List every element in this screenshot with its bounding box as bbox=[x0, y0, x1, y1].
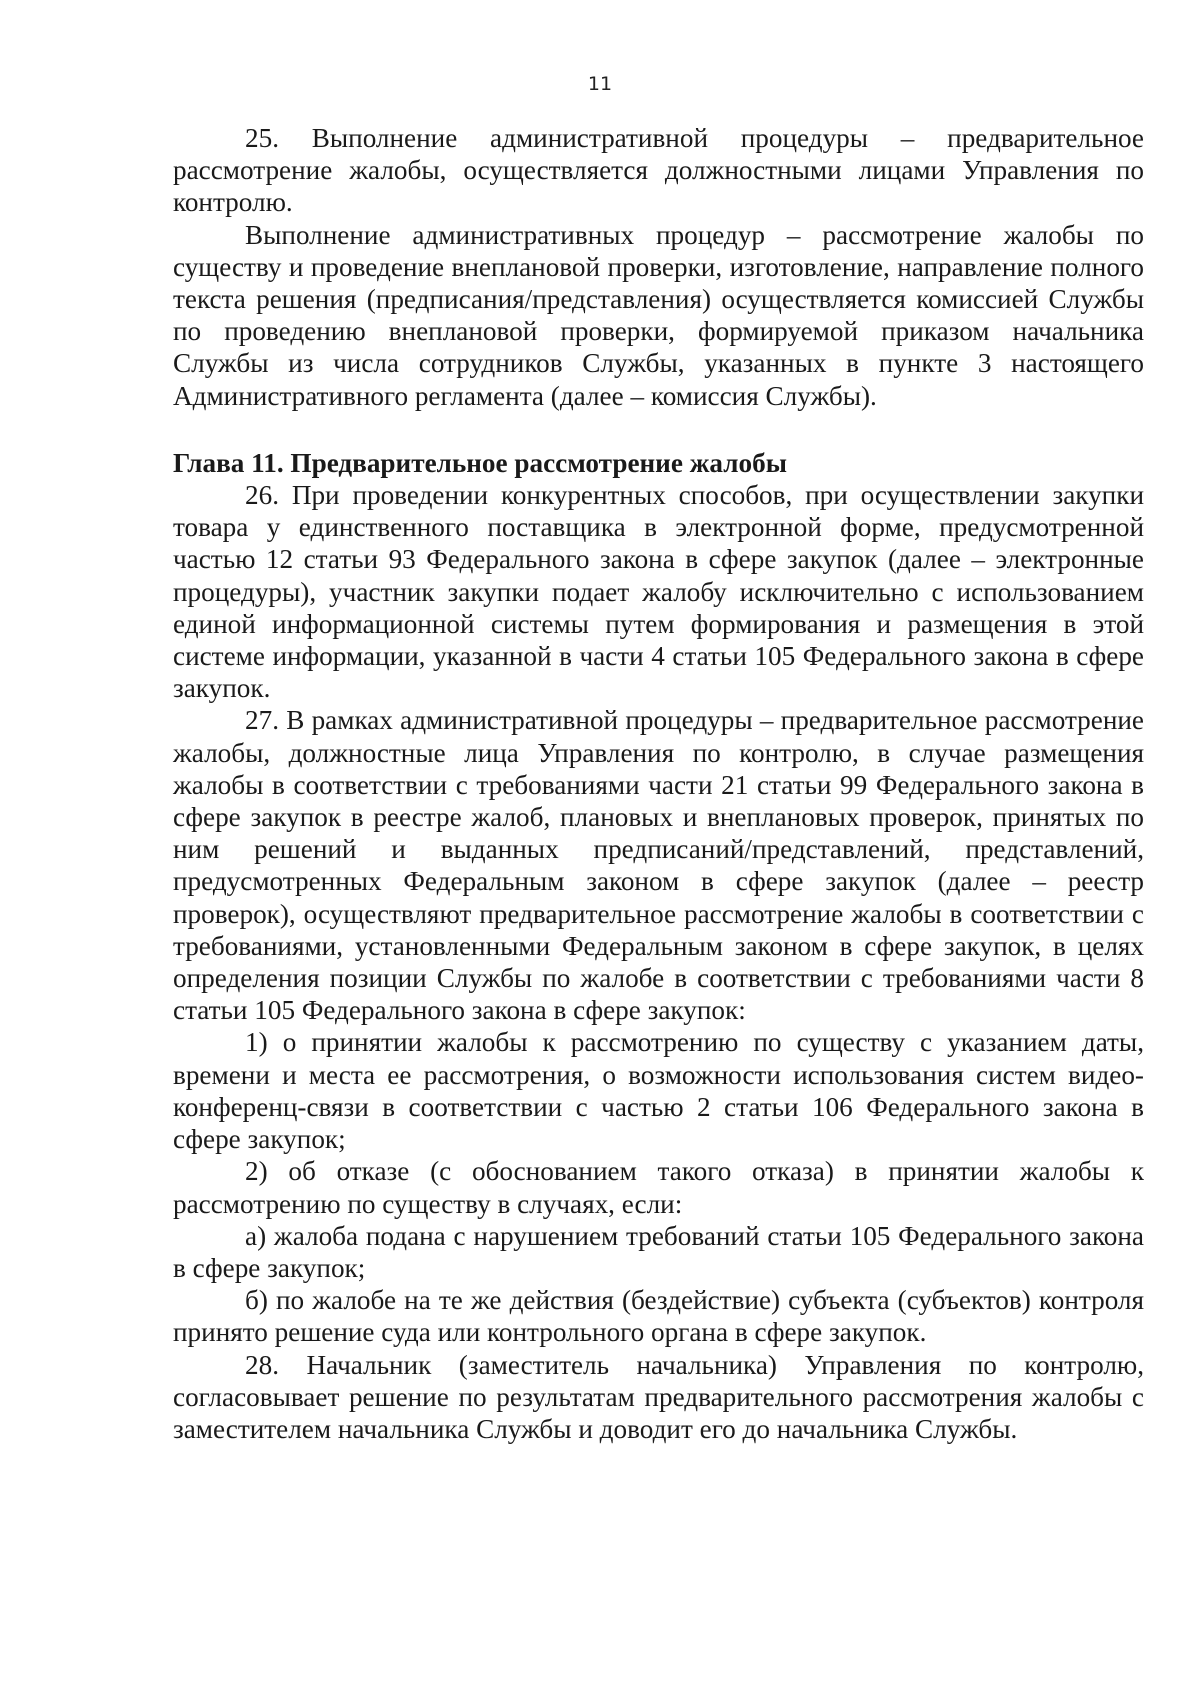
paragraph-26: 26. При проведении конкурентных способов, при осуществлении закупки товара у единственного поставщика в электронной форме, предусмотренной частью 12 статьи 93 Федерального закона в сфере закупок (далее – электронные процедуры), участник закупки подает жалобу исключительно с использованием единой информационной системы путем формирования и размещения в этой системе информации, указанной в части 4 статьи 105 Федерального закона в сфере закупок. bbox=[173, 480, 1144, 704]
paragraph-27-item-2b: б) по жалобе на те же действия (бездействие) субъекта (субъектов) контроля принято решение суда или контрольного органа в сфере закупок. bbox=[173, 1285, 1144, 1348]
paragraph-27-item-1: 1) о принятии жалобы к рассмотрению по существу с указанием даты, времени и места ее рассмотрения, о возможности использования систем видео-конференц-связи в соответствии с частью 2 статьи 106 Федерального закона в сфере закупок; bbox=[173, 1027, 1144, 1155]
paragraph-25: 25. Выполнение административной процедуры – предварительное рассмотрение жалобы, осуществляется должностными лицами Управления по контролю. bbox=[173, 123, 1144, 218]
page-number: 11 bbox=[587, 73, 613, 95]
chapter-heading: Глава 11. Предварительное рассмотрение жалобы bbox=[173, 447, 787, 478]
paragraph-27-item-2a: а) жалоба подана с нарушением требований статьи 105 Федерального закона в сфере закупок; bbox=[173, 1220, 1144, 1283]
paragraph-28: 28. Начальник (заместитель начальника) Управления по контролю, согласовывает решение по результатам предварительного рассмотрения жалобы с заместителем начальника Службы и доводит его до начальника Службы. bbox=[173, 1349, 1144, 1444]
paragraph-25-continued: Выполнение административных процедур – рассмотрение жалобы по существу и проведение внеплановой проверки, изготовление, направление полного текста решения (предписания/представления) осуществляется комиссией Службы по проведению внеплановой проверки, формируемой приказом начальника Службы из числа сотрудников Службы, указанных в пункте 3 настоящего Административного регламента (далее – комиссия Службы). bbox=[173, 219, 1144, 411]
paragraph-27: 27. В рамках административной процедуры – предварительное рассмотрение жалобы, должностные лица Управления по контролю, в случае размещения жалобы в соответствии с требованиями части 21 статьи 99 Федерального закона в сфере закупок в реестре жалоб, плановых и внеплановых проверок, принятых по ним решений и выданных предписаний/представлений, представлений, предусмотренных Федеральным законом в сфере закупок (далее – реестр проверок), осуществляют предварительное рассмотрение жалобы в соответствии с требованиями, установленными Федеральным законом в сфере закупок, в целях определения позиции Службы по жалобе в соответствии с требованиями части 8 статьи 105 Федерального закона в сфере закупок: bbox=[173, 705, 1144, 1026]
document-body bbox=[173, 122, 1144, 1445]
paragraph-27-item-2: 2) об отказе (с обоснованием такого отказа) в принятии жалобы к рассмотрению по существу в случаях, если: bbox=[173, 1156, 1144, 1219]
